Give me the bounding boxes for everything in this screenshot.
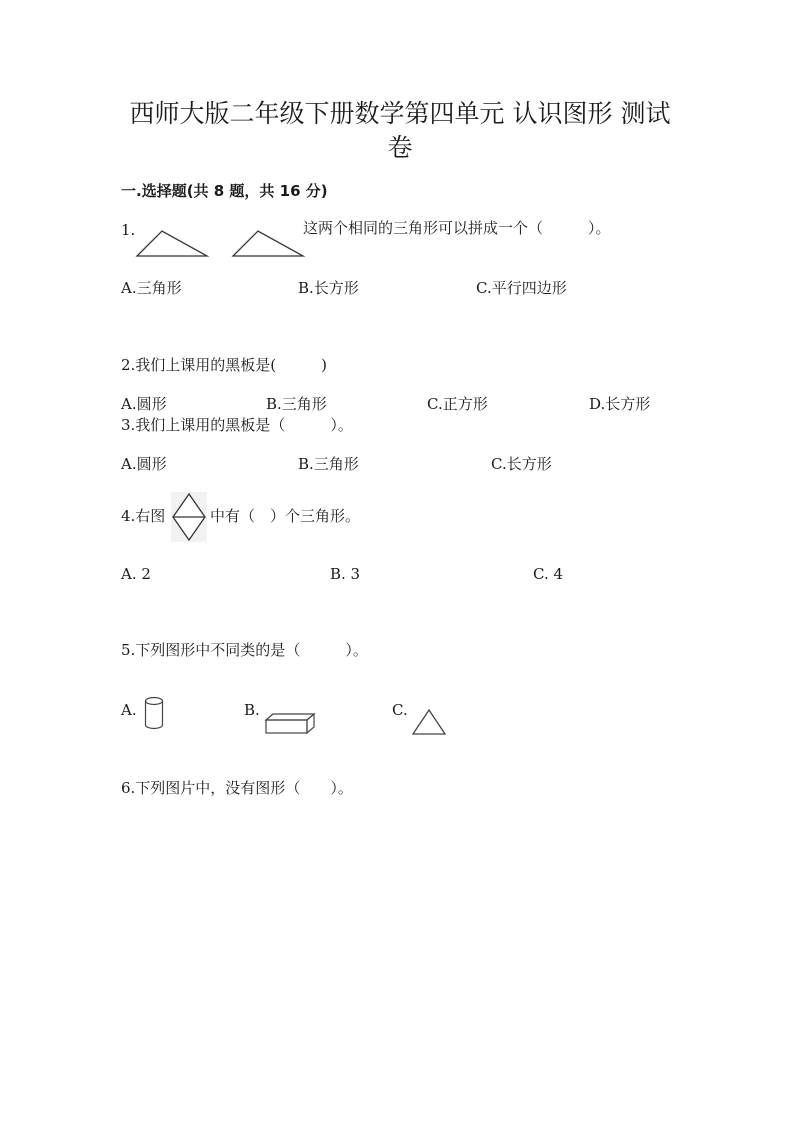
question-5-option-b[interactable]: B.	[244, 701, 260, 719]
question-5-option-a[interactable]: A.	[121, 701, 137, 719]
section-heading: 一.选择题(共 8 题，共 16 分)	[121, 182, 328, 200]
triangle-icon	[411, 708, 447, 736]
question-6-text: 6.下列图片中，没有图形（ ）。	[121, 779, 353, 797]
question-3-option-b[interactable]: B.三角形	[298, 455, 359, 473]
question-2-option-c[interactable]: C.正方形	[427, 395, 488, 413]
page-title: 西师大版二年级下册数学第四单元 认识图形 测试	[129, 99, 671, 128]
question-1-option-c[interactable]: C.平行四边形	[476, 279, 567, 297]
cuboid-icon	[265, 712, 315, 734]
question-1-number: 1.	[121, 221, 136, 239]
triangle-icon	[136, 228, 208, 258]
question-4-option-a[interactable]: A. 2	[121, 565, 151, 583]
question-3-text: 3.我们上课用的黑板是（ ）。	[121, 416, 353, 434]
question-4-text-after: 中有（ ）个三角形。	[210, 507, 361, 525]
question-2-option-d[interactable]: D.长方形	[589, 395, 651, 413]
question-2-text: 2.我们上课用的黑板是( )	[121, 356, 328, 374]
triangle-icon	[232, 228, 304, 258]
cylinder-icon	[144, 696, 164, 730]
question-2-option-a[interactable]: A.圆形	[121, 395, 167, 413]
question-4-option-b[interactable]: B. 3	[330, 565, 361, 583]
question-1-option-a[interactable]: A.三角形	[121, 279, 182, 297]
question-5-option-c[interactable]: C.	[392, 701, 408, 719]
question-4-option-c[interactable]: C. 4	[533, 565, 564, 583]
question-1-option-b[interactable]: B.长方形	[298, 279, 359, 297]
question-1-text: 这两个相同的三角形可以拼成一个（ ）。	[303, 219, 611, 237]
rhombus-diagonal-icon	[171, 492, 207, 542]
page-title-continued: 卷	[387, 133, 413, 162]
question-3-option-c[interactable]: C.长方形	[491, 455, 552, 473]
question-3-option-a[interactable]: A.圆形	[121, 455, 167, 473]
question-5-text: 5.下列图形中不同类的是（ ）。	[121, 641, 368, 659]
question-2-option-b[interactable]: B.三角形	[266, 395, 327, 413]
question-4-text-before: 4.右图	[121, 507, 166, 525]
